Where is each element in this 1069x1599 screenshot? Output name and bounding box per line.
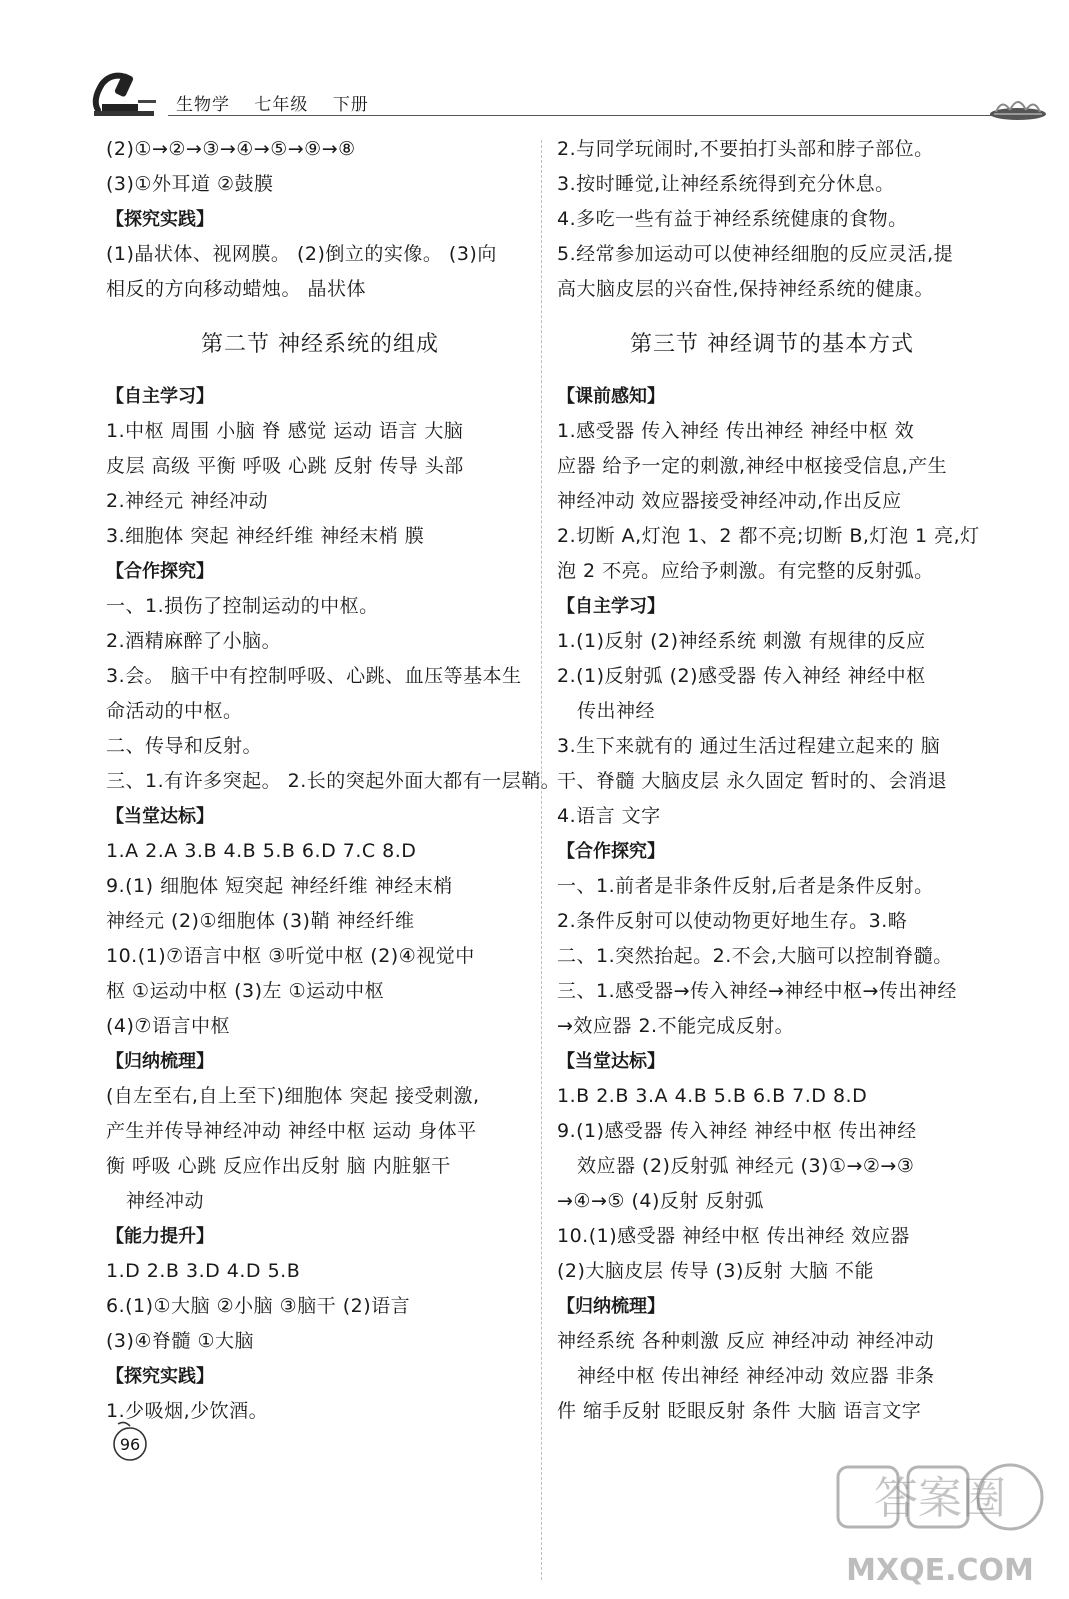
watermark-logo-text: 答案圈: [874, 1473, 1006, 1524]
answer-line: 一、1.前者是非条件反射,后者是条件反射。: [557, 875, 934, 897]
header-rule: [168, 115, 1028, 116]
answer-line: 产生并传导神经冲动 神经中枢 运动 身体平: [106, 1120, 477, 1142]
section-heading: 【能力提升】: [106, 1226, 214, 1247]
answer-line: 命活动的中枢。: [106, 700, 243, 722]
microscope-icon: [88, 70, 163, 118]
answer-line: 9.(1)感受器 传入神经 神经中枢 传出神经: [557, 1120, 917, 1142]
watermark-logo: [830, 1455, 1050, 1595]
answer-line: 6.(1)①大脑 ②小脑 ③脑干 (2)语言: [106, 1295, 411, 1317]
answer-line: 3.细胞体 突起 神经纤维 神经末梢 膜: [106, 525, 425, 547]
answer-line: 二、1.突然抬起。2.不会,大脑可以控制脊髓。: [557, 945, 953, 967]
section-heading: 【当堂达标】: [106, 806, 214, 827]
section-heading: 【探究实践】: [106, 1366, 214, 1387]
answer-line: 5.经常参加运动可以使神经细胞的反应灵活,提: [557, 243, 954, 265]
answer-line: 10.(1)感受器 神经中枢 传出神经 效应器: [557, 1225, 910, 1247]
answer-line: 3.生下来就有的 通过生活过程建立起来的 脑: [557, 735, 941, 757]
watermark-url: MXQE.COM: [846, 1553, 1034, 1588]
chapter-section-title: 第三节 神经调节的基本方式: [630, 332, 914, 357]
answer-line: 10.(1)⑦语言中枢 ③听觉中枢 (2)④视觉中: [106, 945, 475, 967]
leaf-decoration-icon: [988, 92, 1048, 122]
answer-line: 皮层 高级 平衡 呼吸 心跳 反射 传导 头部: [106, 455, 464, 477]
answer-line: 2.切断 A,灯泡 1、2 都不亮;切断 B,灯泡 1 亮,灯: [557, 525, 980, 547]
page-header: [88, 70, 1048, 130]
answer-line: 2.神经元 神经冲动: [106, 490, 269, 512]
answer-line: (3)①外耳道 ②鼓膜: [106, 173, 274, 195]
header-grade: 七年级: [254, 95, 309, 115]
answer-line: 二、传导和反射。: [106, 735, 263, 757]
answer-line: 4.语言 文字: [557, 805, 661, 827]
answer-line: 1.A 2.A 3.B 4.B 5.B 6.D 7.C 8.D: [106, 840, 417, 862]
answer-line: 件 缩手反射 眨眼反射 条件 大脑 语言文字: [557, 1400, 922, 1422]
answer-line: 1.D 2.B 3.D 4.D 5.B: [106, 1260, 301, 1282]
header-volume: 下册: [332, 95, 369, 115]
column-divider: [541, 140, 542, 1580]
answer-line: 1.感受器 传入神经 传出神经 神经中枢 效: [557, 420, 915, 442]
answer-line: 1.中枢 周围 小脑 脊 感觉 运动 语言 大脑: [106, 420, 464, 442]
answer-line: 泡 2 不亮。应给予刺激。有完整的反射弧。: [557, 560, 934, 582]
answer-line: 效应器 (2)反射弧 神经元 (3)①→②→③: [577, 1155, 915, 1177]
answer-line: 神经冲动: [126, 1190, 205, 1212]
section-heading: 【归纳梳理】: [106, 1051, 214, 1072]
answer-line: →效应器 2.不能完成反射。: [557, 1015, 795, 1037]
answer-line: 三、1.有许多突起。 2.长的突起外面大都有一层鞘。: [106, 770, 561, 792]
answer-line: (3)④脊髓 ①大脑: [106, 1330, 255, 1352]
answer-line: 应器 给予一定的刺激,神经中枢接受信息,产生: [557, 455, 948, 477]
section-heading: 【合作探究】: [106, 561, 214, 582]
answer-line: 高大脑皮层的兴奋性,保持神经系统的健康。: [557, 278, 935, 300]
section-heading: 【合作探究】: [557, 841, 665, 862]
answer-line: 一、1.损伤了控制运动的中枢。: [106, 595, 379, 617]
header-subject: 生物学: [176, 95, 230, 115]
answer-line: 神经元 (2)①细胞体 (3)鞘 神经纤维: [106, 910, 415, 932]
answer-line: 2.酒精麻醉了小脑。: [106, 630, 282, 652]
answer-line: (2)①→②→③→④→⑤→⑨→⑧: [106, 138, 356, 160]
section-heading: 【当堂达标】: [557, 1051, 665, 1072]
answer-line: 神经系统 各种刺激 反应 神经冲动 神经冲动: [557, 1330, 935, 1352]
section-heading: 【归纳梳理】: [557, 1296, 665, 1317]
answer-line: 三、1.感受器→传入神经→神经中枢→传出神经: [557, 980, 957, 1002]
answer-line: 干、脊髓 大脑皮层 永久固定 暂时的、会消退: [557, 770, 948, 792]
answer-line: →④→⑤ (4)反射 反射弧: [557, 1190, 764, 1212]
right-column: [557, 132, 987, 1429]
answer-line: 相反的方向移动蜡烛。 晶状体: [106, 278, 367, 300]
answer-line: 3.会。 脑干中有控制呼吸、心跳、血压等基本生: [106, 665, 522, 687]
header-title: [176, 90, 387, 115]
answer-line: (1)晶状体、视网膜。 (2)倒立的实像。 (3)向: [106, 243, 497, 265]
left-column: [106, 132, 561, 1429]
apple-page-number-icon: [108, 1418, 152, 1462]
section-heading: 【课前感知】: [557, 386, 665, 407]
answer-line: 枢 ①运动中枢 (3)左 ①运动中枢: [106, 980, 385, 1002]
answer-line: 神经冲动 效应器接受神经冲动,作出反应: [557, 490, 902, 512]
answer-line: (2)大脑皮层 传导 (3)反射 大脑 不能: [557, 1260, 874, 1282]
answer-line: 传出神经: [577, 700, 656, 722]
answer-line: 9.(1) 细胞体 短突起 神经纤维 神经末梢: [106, 875, 453, 897]
chapter-section-title: 第二节 神经系统的组成: [201, 332, 439, 357]
answer-line: 2.(1)反射弧 (2)感受器 传入神经 神经中枢: [557, 665, 926, 687]
section-heading: 【自主学习】: [106, 386, 214, 407]
section-heading: 【自主学习】: [557, 596, 665, 617]
answer-line: 1.(1)反射 (2)神经系统 刺激 有规律的反应: [557, 630, 926, 652]
answer-line: 3.按时睡觉,让神经系统得到充分休息。: [557, 173, 895, 195]
answer-line: 4.多吃一些有益于神经系统健康的食物。: [557, 208, 908, 230]
answer-line: 衡 呼吸 心跳 反应作出反射 脑 内脏躯干: [106, 1155, 451, 1177]
answer-line: 2.条件反射可以使动物更好地生存。3.略: [557, 910, 908, 932]
answer-line: 1.少吸烟,少饮酒。: [106, 1400, 269, 1422]
answer-line: 1.B 2.B 3.A 4.B 5.B 6.B 7.D 8.D: [557, 1085, 868, 1107]
answer-line: (4)⑦语言中枢: [106, 1015, 230, 1037]
section-heading: 【探究实践】: [106, 209, 214, 230]
page-number: 96: [119, 1435, 141, 1454]
answer-line: 神经中枢 传出神经 神经冲动 效应器 非条: [577, 1365, 935, 1387]
answer-line: 2.与同学玩闹时,不要拍打头部和脖子部位。: [557, 138, 934, 160]
answer-line: (自左至右,自上至下)细胞体 突起 接受刺激,: [106, 1085, 480, 1107]
